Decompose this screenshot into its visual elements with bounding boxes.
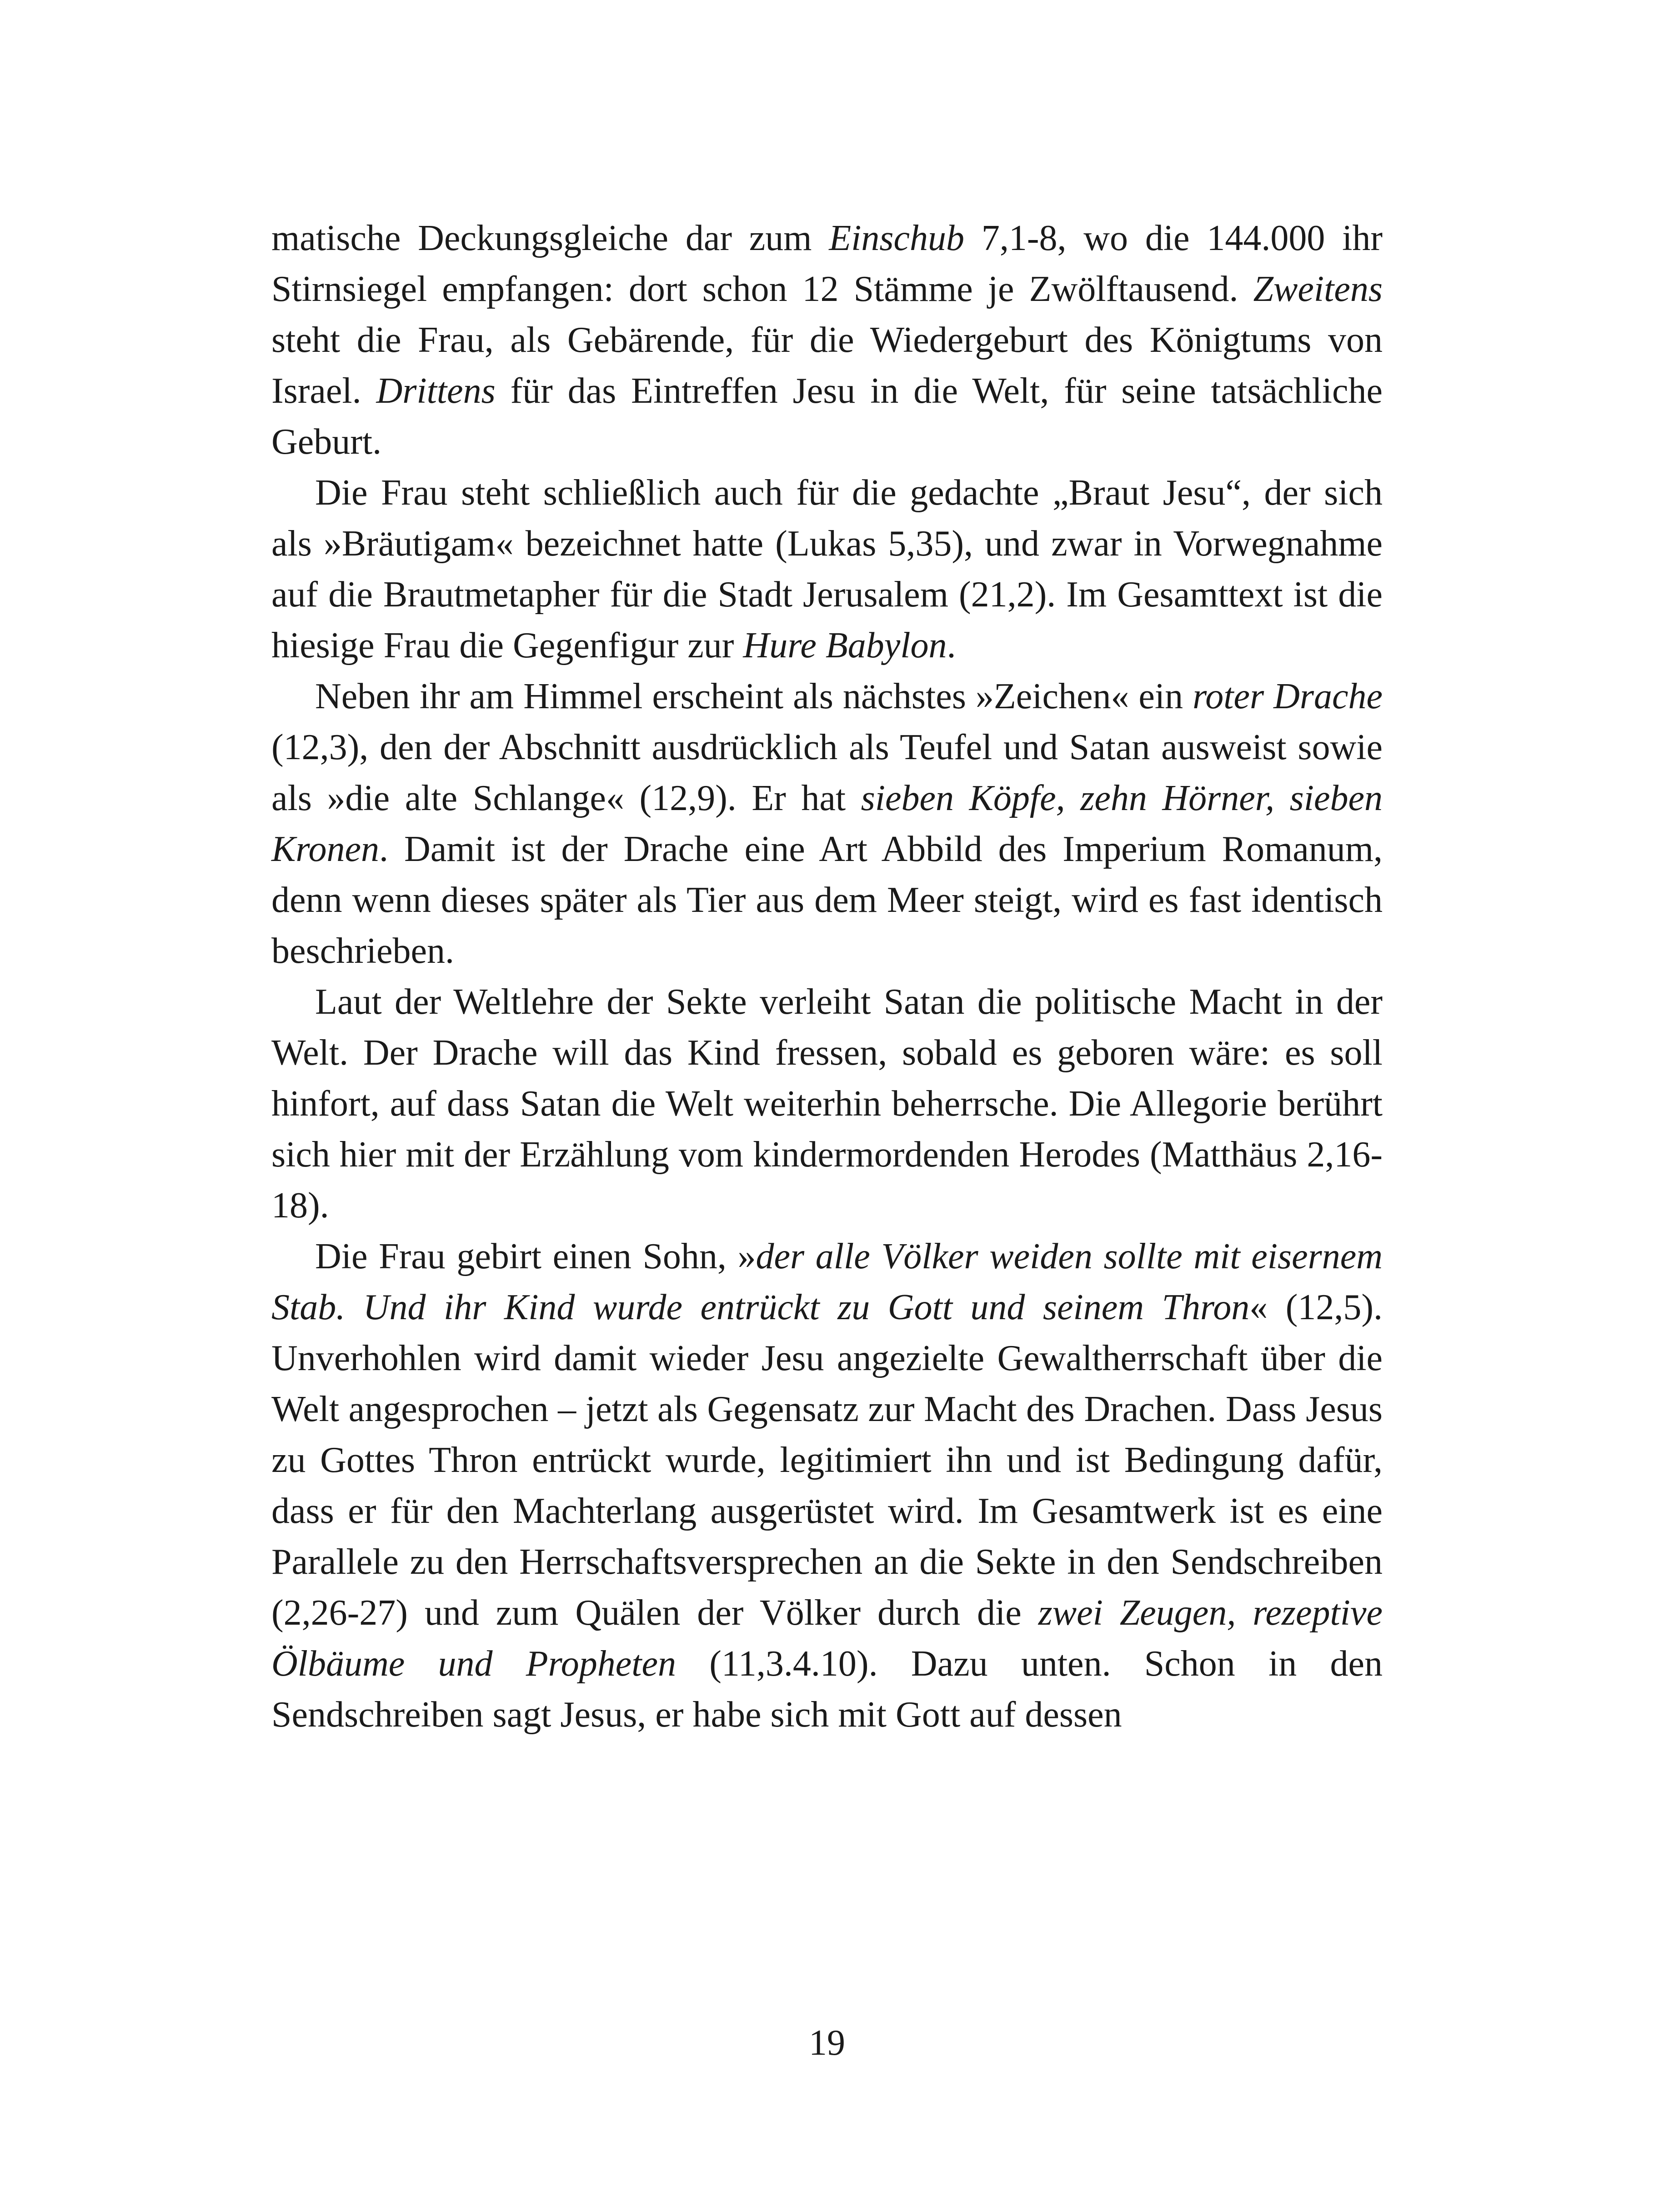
italic-text-run: der alle Völker weiden sollte mit eisernem Stab. Und ihr Kind wurde entrückt zu Gott und seinem Thron (271, 1236, 1383, 1327)
text-run: Neben ihr am Himmel erscheint als nächstes »Zeichen« ein (315, 676, 1193, 716)
text-run: (11,3.4.10). Dazu unten. Schon in den Sendschreiben sagt Jesus, er habe sich mit Gott auf dessen (271, 1644, 1383, 1735)
italic-text-run: sieben Köpfe, zehn Hörner, sieben Kronen (271, 778, 1383, 869)
text-run: . Damit ist der Drache eine Art Abbild des Imperium Romanum, denn wenn dieses später als Tier aus dem Meer steigt, wird es fast identisch beschrieben. (271, 829, 1383, 971)
italic-text-run: roter Drache (1193, 676, 1383, 716)
page-number: 19 (809, 2023, 845, 2063)
paragraph (271, 213, 1383, 467)
text-run: . (947, 626, 956, 666)
text-run: 7,1-8, wo die 144.000 ihr Stirnsiegel empfangen: dort schon 12 Stämme je Zwölftausend. (271, 218, 1383, 309)
paragraph (271, 976, 1383, 1231)
paragraph (271, 467, 1383, 671)
text-run: (12,3), den der Abschnitt ausdrücklich als Teufel und Satan ausweist sowie als »die alte Schlange« (12,9). Er hat (271, 727, 1383, 818)
paragraph (271, 671, 1383, 976)
italic-text-run: Zweitens (1253, 269, 1383, 309)
text-run: Die Frau gebirt einen Sohn, » (315, 1236, 756, 1276)
text-run: Die Frau steht schließlich auch für die gedachte „Braut Jesu“, der sich als »Bräutigam« bezeichnet hatte (Lukas 5,35), und zwar in Vorwegnahme auf die Brautmetapher für die Stadt Jerusalem (21,2). Im Gesamttext ist die hiesige Frau die Gegenfigur zur (271, 473, 1383, 666)
italic-text-run: Drittens (376, 371, 496, 411)
text-run: « (12,5). Unverhohlen wird damit wieder Jesu angezielte Gewaltherrschaft über die Welt angesprochen – jetzt als Gegensatz zur Macht des Drachen. Dass Jesus zu Gottes Thron entrückt wurde, legitimiert ihn und ist Bedingung dafür, dass er für den Machterlang ausgerüstet wird. Im Gesamtwerk ist es eine Parallele zu den Herrschaftsversprechen an die Sekte in den Sendschreiben (2,26-27) und zum Quälen der Völker durch die (271, 1287, 1383, 1633)
text-run: steht die Frau, als Gebärende, für die Wiedergeburt des Königtums von Israel. (271, 320, 1383, 411)
text-run: für das Eintreffen Jesu in die Welt, für seine tatsächliche Geburt. (271, 371, 1383, 462)
italic-text-run: Einschub (829, 218, 965, 258)
italic-text-run: Hure Babylon (743, 626, 947, 666)
body-text (271, 213, 1383, 1740)
italic-text-run: zwei Zeugen, rezeptive Ölbäume und Propheten (271, 1593, 1383, 1684)
paragraph (271, 1231, 1383, 1740)
text-run: matische Deckungsgleiche dar zum (271, 218, 829, 258)
text-run: Laut der Weltlehre der Sekte verleiht Satan die politische Macht in der Welt. Der Drache will das Kind fressen, sobald es geboren wäre: es soll hinfort, auf dass Satan die Welt weiterhin beherrsche. Die Allegorie berührt sich hier mit der Erzählung vom kindermordenden Herodes (Matthäus 2,16-18). (271, 982, 1383, 1226)
